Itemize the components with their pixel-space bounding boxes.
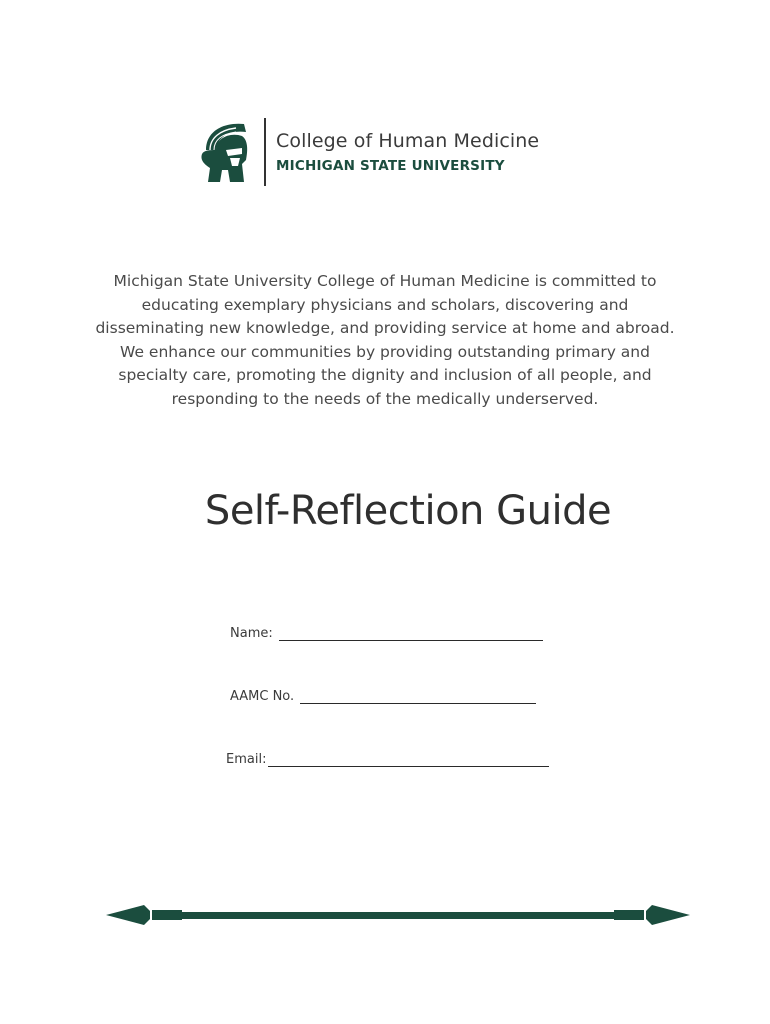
college-logo (196, 118, 556, 188)
college-name: College of Human Medicine (276, 130, 540, 152)
double-arrow-divider-icon (106, 902, 690, 928)
email-label: Email: (226, 752, 267, 767)
name-blank-line[interactable] (279, 626, 543, 641)
aamc-blank-line[interactable] (300, 689, 536, 704)
name-label: Name: (230, 626, 273, 641)
logo-divider (264, 118, 266, 186)
aamc-field[interactable] (230, 689, 536, 704)
name-field[interactable] (230, 626, 543, 641)
email-blank-line[interactable] (268, 752, 549, 767)
page-title: Self-Reflection Guide (204, 488, 612, 534)
aamc-label: AAMC No. (230, 689, 295, 704)
spartan-helmet-icon (196, 120, 254, 184)
university-name: MICHIGAN STATE UNIVERSITY (276, 158, 505, 174)
email-field[interactable] (226, 752, 549, 767)
mission-statement: Michigan State University College of Human Medicine is committed to educating exemplary physicians and scholars, discovering and disseminating new knowledge, and providing service at home and abroad. We enhance our communities by providing outstanding primary and specialty care, promoting the dignity and inclusion of all people, and responding to the needs of the medically underserved. (95, 272, 675, 408)
